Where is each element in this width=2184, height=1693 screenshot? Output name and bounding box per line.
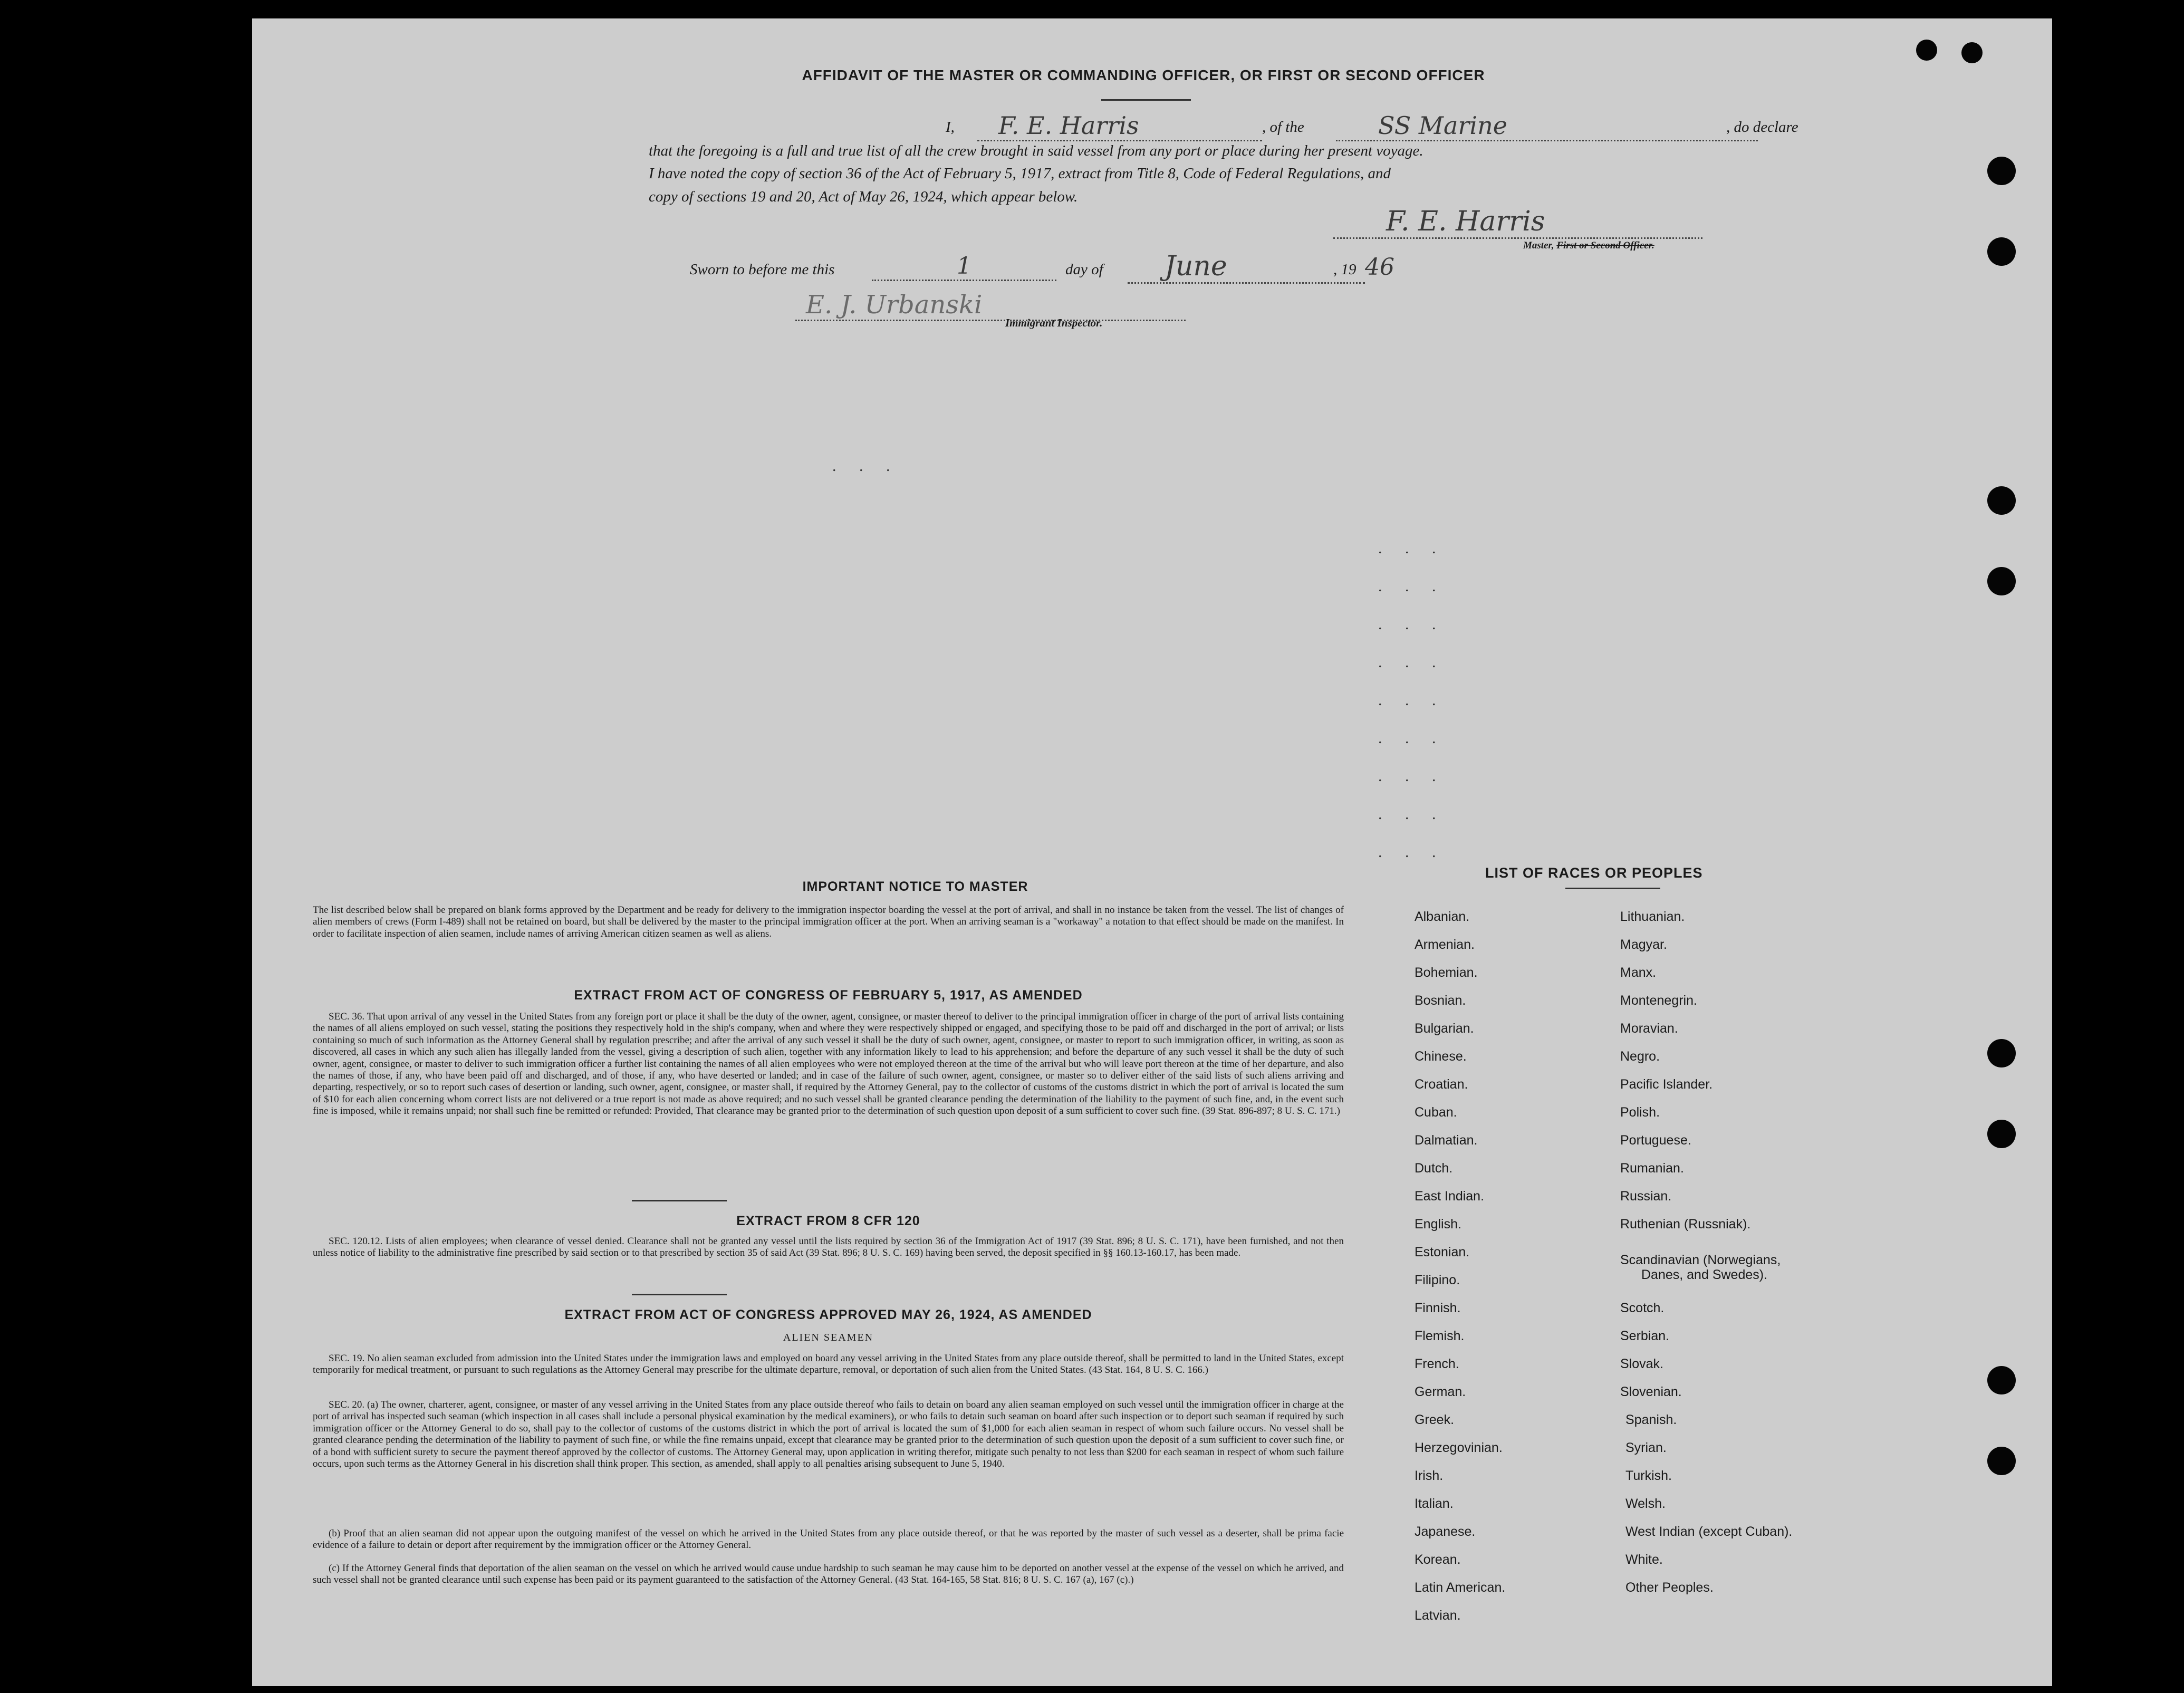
sworn-line — [690, 251, 1428, 293]
race-item: Serbian. — [1620, 1329, 1670, 1343]
race-item: Other Peoples. — [1625, 1580, 1714, 1595]
race-item: Italian. — [1415, 1496, 1454, 1511]
race-item: French. — [1415, 1357, 1459, 1371]
races-rule — [1565, 888, 1660, 889]
notice-body: The list described below shall be prepared on blank forms approved by the Department and be ready for delivery to the immigration inspector boarding the vessel at the port of arrival, and shall in no instance be taken from the vessel. The list of changes of alien members of crews (Form I-489) shall not be retained on board, but shall be delivered by the master to the principal immigration officer at the port. When an arriving seaman is a "workaway" a notation to that effect should be made on the manifest. In order to facilitate inspection of alien seamen, include names of arriving American citizen seamen as well as aliens. — [313, 905, 1344, 939]
sworn-month-field: June — [1128, 251, 1365, 284]
do-declare-label: , do declare — [1726, 119, 1798, 136]
race-item: Slovenian. — [1620, 1384, 1682, 1399]
race-item: Cuban. — [1415, 1105, 1457, 1120]
section-rule — [632, 1200, 727, 1201]
sworn-day-field: 1 — [872, 253, 1056, 281]
race-item: Latin American. — [1415, 1580, 1506, 1595]
sworn-prefix: Sworn to before me this — [690, 261, 835, 278]
section-rule — [632, 1294, 727, 1295]
race-item: Bosnian. — [1415, 993, 1466, 1008]
race-item: White. — [1625, 1552, 1663, 1567]
extract-1924-sec20b: (b) Proof that an alien seaman did not appear upon the outgoing manifest of the vessel on which he arrived in the United States from any place outside thereof, or that he was reported by the master of such vessel as a deserter, shall be prima facie evidence of a failure to detain or deport after requirement by the immigration officer or the Attorney General. — [313, 1528, 1344, 1551]
extract-1924-sec19: SEC. 19. No alien seaman excluded from admission into the United States under the immigration laws and employed on board any vessel arriving in the United States from any place outside thereof, shall be permitted to land in the United States, except temporarily for medical treatment, or pursuant to such regulations as the Attorney General may prescribe for the ultimate departure, removal, or deportation of such alien from the United States. (43 Stat. 164, 8 U. S. C. 166.) — [313, 1353, 1344, 1376]
binder-hole — [1961, 42, 1983, 63]
race-item: Manx. — [1620, 965, 1657, 980]
race-item: Montenegrin. — [1620, 993, 1697, 1008]
race-item: Spanish. — [1625, 1412, 1677, 1427]
race-item: Magyar. — [1620, 937, 1667, 952]
race-item: Albanian. — [1415, 909, 1470, 924]
year-field: 46 — [1365, 254, 1394, 281]
race-item: East Indian. — [1415, 1189, 1485, 1204]
race-item: Russian. — [1620, 1189, 1672, 1204]
binder-hole — [1987, 237, 2016, 266]
race-item: Rumanian. — [1620, 1161, 1684, 1176]
declaration-text-2: that the foregoing is a full and true list of all the crew brought in said vessel from any port or place during her present voyage. — [649, 142, 1423, 159]
inspector-signature: E. J. Urbanski — [795, 290, 1186, 321]
race-item: Lithuanian. — [1620, 909, 1685, 924]
inspector-caption: Immigrant Inspector. — [1005, 316, 1103, 329]
race-item: Herzegovinian. — [1415, 1440, 1503, 1455]
alien-seamen-subheading: ALIEN SEAMEN — [783, 1332, 874, 1343]
faint-marks: . . . — [1378, 578, 1446, 595]
extract-1917-body: SEC. 36. That upon arrival of any vessel in the United States from any foreign port or place it shall be the duty of the owner, agent, consignee, or master thereof to deliver to the principal immigration officer in charge of the port of arrival lists containing the names of all aliens employed on such vessel, stating the positions they respectively hold in the ship's company, when and where they were respectively shipped or engaged, and specifying those to be paid off and discharged in the port of arrival; or lists containing so much of such information as the Attorney General shall by regulation prescribe; and after the arrival of any such vessel it shall be the duty of such owner, agent, consignee, or master to report to such immigration officer, in writing, as soon as discovered, all cases in which any such alien has illegally landed from the vessel, giving a description of such alien, together with any information likely to lead to his apprehension; and before the departure of any such vessel it shall be the duty of such owner, agent, consignee, or master to deliver to such immigration officer a further list containing the names of all alien employees who were not employed thereon at the time of the arrival but who will leave port thereon at the time of her departure, and also the names of those, if any, who have been paid off and discharged, and of those, if any, who have deserted or landed; and in case of the failure of such owner, agent, consignee, or master so to deliver either of the said lists of such aliens arriving and departing, respectively, or so to report such cases of desertion or landing, such owner, agent, consignee, or master shall, if required by the Attorney General, pay to the collector of customs of the customs district in which the port of arrival is located the sum of $10 for each alien concerning whom correct lists are not delivered or a true report is not made as above required; and no such vessel shall be granted clearance pending the determination of the liability to the payment of such fine, and, in the event such fine is imposed, while it remains unpaid; nor shall such fine be remitted or refunded: Provided, That clearance may be granted prior to the determination of such question upon deposit of a sum sufficient to cover such fine. (39 Stat. 896-897; 8 U. S. C. 171.) — [313, 1011, 1344, 1117]
of-the-label: , of the — [1262, 119, 1304, 136]
affidavit-heading: AFFIDAVIT OF THE MASTER OR COMMANDING OFFICER, OR FIRST OR SECOND OFFICER — [802, 67, 1485, 83]
race-item: Dutch. — [1415, 1161, 1453, 1176]
extract-1924-heading: EXTRACT FROM ACT OF CONGRESS APPROVED MAY 26, 1924, AS AMENDED — [564, 1307, 1092, 1322]
binder-hole — [1987, 486, 2016, 515]
faint-marks: . . . — [1378, 767, 1446, 785]
race-item: Estonian. — [1415, 1245, 1470, 1259]
race-item: English. — [1415, 1217, 1461, 1232]
race-item: Moravian. — [1620, 1021, 1678, 1036]
race-item: Japanese. — [1415, 1524, 1476, 1539]
vessel-name-field: SS Marine — [1336, 111, 1758, 141]
race-item: German. — [1415, 1384, 1466, 1399]
race-item: Pacific Islander. — [1620, 1077, 1713, 1092]
race-item: Bohemian. — [1415, 965, 1478, 980]
notice-heading: IMPORTANT NOTICE TO MASTER — [802, 879, 1028, 894]
extract-1924-sec20a: SEC. 20. (a) The owner, charterer, agent, consignee, or master of any vessel arriving in the United States from any place outside thereof who fails to detain on board any alien seaman employed on such vessel until the immigration officer in charge at the port of arrival has inspected such seaman (which inspection in all cases shall include a personal physical examination by the medical examiners), or who fails to detain such seaman on board after such inspection or to deport such seaman if required by such immigration officer or the Attorney General to do so, shall pay to the collector of customs of the customs district in which the port of arrival is located the sum of $1,000 for each alien seaman in respect of whom such failure occurs. No vessel shall be granted clearance pending the determination of the liability to payment of such fine, or while the fine remains unpaid, except that clearance may be granted prior to the determination of such question upon the deposit of a sum sufficient to cover such fine, or of a bond with sufficient surety to secure the payment thereof approved by the collector of customs. The Attorney General may, upon application in writing therefor, mitigate such penalty to not less than $200 for each seaman in respect of whom such failure occurs, upon such terms as the Attorney General in his discretion shall think proper. This section, as amended, shall apply to all penalties arising subsequent to June 5, 1940. — [313, 1399, 1344, 1470]
binder-hole — [1987, 567, 2016, 595]
race-item: West Indian (except Cuban). — [1625, 1524, 1793, 1539]
race-item: Dalmatian. — [1415, 1133, 1478, 1148]
faint-marks: . . . — [1378, 805, 1446, 823]
race-item: Welsh. — [1625, 1496, 1666, 1511]
signature-caption — [1523, 240, 1654, 252]
faint-marks: . . . — [1378, 843, 1446, 861]
extract-1924-sec20c: (c) If the Attorney General finds that deportation of the alien seaman on the vessel on which he arrived would cause undue hardship to such seaman he may cause him to be deported on another vessel at the expense of the vessel on which he arrived, and such vessel shall not be granted clearance until such expense has been paid or its payment guaranteed to the satisfaction of the Attorney General. (43 Stat. 164-165, 58 Stat. 816; 8 U. S. C. 167 (a), 167 (c).) — [313, 1563, 1344, 1586]
race-item: Finnish. — [1415, 1301, 1461, 1315]
binder-hole — [1987, 157, 2016, 185]
faint-marks: . . . — [1378, 615, 1446, 633]
binder-hole — [1987, 1366, 2016, 1394]
race-item: Polish. — [1620, 1105, 1660, 1120]
master-signature: F. E. Harris — [1333, 206, 1702, 239]
race-item: Negro. — [1620, 1049, 1660, 1064]
races-heading: LIST OF RACES OR PEOPLES — [1485, 865, 1703, 881]
faint-marks: . . . — [1378, 729, 1446, 747]
race-item: Portuguese. — [1620, 1133, 1691, 1148]
day-of-label: day of — [1065, 261, 1103, 278]
extract-cfr-body: SEC. 120.12. Lists of alien employees; when clearance of vessel denied. Clearance shall not be granted any vessel until the lists required by section 36 of the Immigration Act of 1917 (39 Stat. 896; 8 U. S. C. 171), have been furnished, and not then unless notice of liability to the administrative fine prescribed by said section or to that prescribed by section 35 of said Act (39 Stat. 896; 8 U. S. C. 169) having been served, the deposit specified in §§ 160.13-160.17, has been made. — [313, 1236, 1344, 1259]
race-item: Turkish. — [1625, 1468, 1672, 1483]
document-page — [252, 18, 2052, 1686]
faint-marks: . . . — [1378, 653, 1446, 671]
declarant-prefix: I, — [946, 119, 955, 136]
year-prefix: , 19 — [1333, 261, 1356, 278]
race-item: Greek. — [1415, 1412, 1455, 1427]
faint-marks: . . . — [832, 457, 900, 475]
binder-hole — [1987, 1039, 2016, 1067]
extract-1917-heading: EXTRACT FROM ACT OF CONGRESS OF FEBRUARY 5, 1917, AS AMENDED — [574, 988, 1083, 1003]
struck-caption: First or Second Officer. — [1556, 240, 1654, 251]
binder-hole — [1916, 40, 1937, 61]
race-item: Danes, and Swedes). — [1641, 1267, 1768, 1282]
faint-marks: . . . — [1378, 691, 1446, 709]
race-item: Flemish. — [1415, 1329, 1465, 1343]
race-item: Chinese. — [1415, 1049, 1467, 1064]
master-caption: Master, — [1523, 240, 1554, 251]
declaration-text-4: copy of sections 19 and 20, Act of May 26, 1924, which appear below. — [649, 188, 1078, 205]
race-item: Bulgarian. — [1415, 1021, 1474, 1036]
heading-rule — [1101, 99, 1191, 101]
declaration-text-3: I have noted the copy of section 36 of the Act of February 5, 1917, extract from Title 8, Code of Federal Regulations, and — [649, 165, 1391, 182]
faint-marks: . . . — [1378, 540, 1446, 557]
race-item: Slovak. — [1620, 1357, 1663, 1371]
binder-hole — [1987, 1447, 2016, 1475]
race-item: Korean. — [1415, 1552, 1461, 1567]
race-item: Armenian. — [1415, 937, 1475, 952]
race-item: Ruthenian (Russniak). — [1620, 1217, 1751, 1232]
race-item: Filipino. — [1415, 1273, 1460, 1287]
binder-hole — [1987, 1120, 2016, 1148]
extract-cfr-heading: EXTRACT FROM 8 CFR 120 — [736, 1214, 920, 1228]
race-item: Latvian. — [1415, 1608, 1461, 1623]
race-item: Croatian. — [1415, 1077, 1468, 1092]
race-item: Syrian. — [1625, 1440, 1667, 1455]
race-item: Irish. — [1415, 1468, 1444, 1483]
declarant-name-field: F. E. Harris — [977, 111, 1262, 141]
race-item: Scandinavian (Norwegians, — [1620, 1253, 1781, 1267]
race-item: Scotch. — [1620, 1301, 1665, 1315]
